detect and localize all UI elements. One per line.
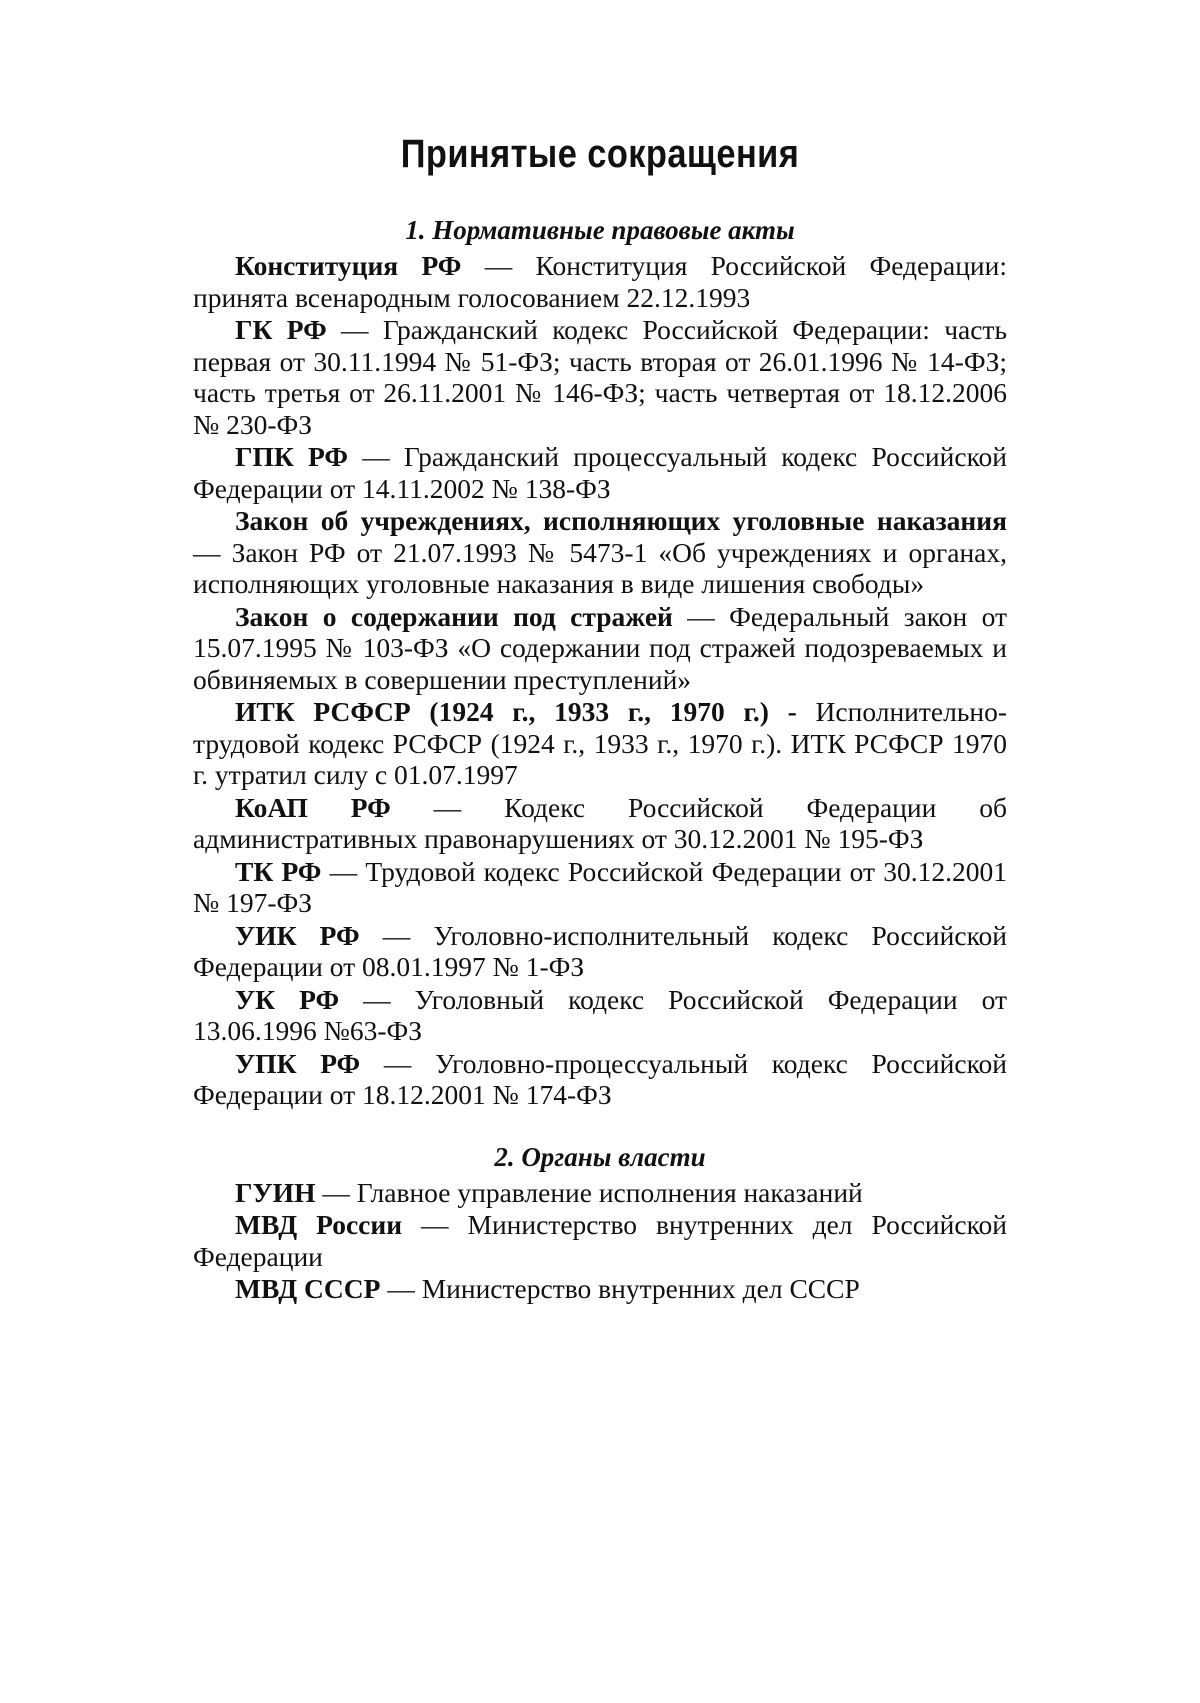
document-page (193, 130, 1007, 1306)
section-authorities (193, 1141, 1007, 1305)
abbreviation-term: Закон об учреждениях, исполняющих уголовные наказания (235, 505, 1007, 536)
abbreviation-entry (193, 314, 1007, 440)
abbreviation-term: ИТК РСФСР (1924 г., 1933 г., 1970 г.) (235, 696, 769, 727)
abbreviation-term: ГПК РФ (235, 441, 348, 472)
abbreviation-definition: Трудовой кодекс Российской Федерации от 30.12.2001 № 197-ФЗ (193, 855, 1008, 918)
abbreviation-definition: Министерство внутренних дел СССР (421, 1273, 860, 1304)
abbreviation-entry (193, 1177, 1007, 1209)
entry-separator: — (380, 1273, 422, 1304)
entry-separator: — (321, 855, 366, 887)
abbreviation-definition: Министерство внутренних дел Российской Федерации (193, 1209, 1008, 1272)
abbreviation-entry (193, 1048, 1007, 1111)
entry-separator: — (326, 314, 383, 345)
abbreviation-entry (193, 984, 1007, 1047)
abbreviation-entry (193, 920, 1007, 983)
abbreviation-term: МВД СССР (235, 1273, 381, 1304)
entry-separator: — (315, 1176, 357, 1208)
entry-separator: — (461, 250, 536, 281)
entry-separator: — (359, 919, 434, 951)
abbreviation-definition: Гражданский кодекс Российской Федерации: часть первая от 30.11.1994 № 51-ФЗ; часть вторая от 26.01.1996 № 14-ФЗ; часть третья от 26.11.2001 № 146-ФЗ; часть четвертая от 18.12.2006 № 230-ФЗ (193, 314, 1007, 440)
entry-separator: — (339, 983, 415, 1015)
entry-separator: — (348, 441, 404, 472)
abbreviation-definition: Закон РФ от 21.07.1993 № 5473-1 «Об учреждениях и органах, исполняющих уголовные наказания в виде лишения свободы» (193, 536, 1007, 599)
entry-separator: — (672, 600, 730, 632)
abbreviation-definition: Кодекс Российской Федерации об административных правонарушениях от 30.12.2001 № 195-ФЗ (193, 791, 1007, 854)
abbreviation-entry (193, 1209, 1007, 1272)
abbreviation-definition: Уголовно-исполнительный кодекс Российской Федерации от 08.01.1997 № 1-ФЗ (193, 919, 1007, 982)
abbreviation-term: МВД России (235, 1209, 403, 1240)
abbreviation-term: Конституция РФ (235, 250, 462, 281)
abbreviation-term: УИК РФ (235, 919, 360, 951)
abbreviation-entry (193, 1273, 1007, 1305)
entry-separator: — (193, 536, 232, 568)
abbreviation-definition: Главное управление исполнения наказаний (356, 1176, 863, 1208)
abbreviation-entry (193, 696, 1007, 791)
entry-separator: — (402, 1209, 468, 1240)
page-title: Принятые сокращения (400, 132, 800, 176)
abbreviation-entry (193, 505, 1007, 600)
abbreviation-term: ГК РФ (235, 314, 327, 345)
entry-separator: — (360, 1047, 436, 1079)
abbreviation-definition: Гражданский процессуальный кодекс Российской Федерации от 14.11.2002 № 138-ФЗ (193, 441, 1008, 504)
section-heading: 2. Органы власти (494, 1141, 706, 1172)
abbreviation-definition: Федеральный закон от 15.07.1995 № 103-ФЗ «О содержании под стражей подозреваемых и обвиняемых в совершении преступлений» (193, 600, 1007, 695)
abbreviation-definition: Уголовно-процессуальный кодекс Российской Федерации от 18.12.2001 № 174-ФЗ (193, 1047, 1008, 1110)
entry-separator: - (768, 696, 816, 727)
section-heading: 1. Нормативные правовые акты (405, 215, 795, 245)
section-normative-acts (193, 214, 1007, 1111)
abbreviation-term: ГУИН (235, 1176, 316, 1208)
abbreviation-term: КоАП РФ (235, 791, 391, 823)
abbreviation-term: ТК РФ (235, 855, 322, 887)
abbreviation-definition: Уголовный кодекс Российской Федерации от 13.06.1996 №63-ФЗ (193, 983, 1007, 1046)
abbreviation-entry (193, 601, 1007, 696)
abbreviation-entry (193, 250, 1007, 313)
entry-separator: — (390, 791, 505, 823)
abbreviation-entry (193, 856, 1007, 919)
abbreviation-entry (193, 441, 1007, 504)
abbreviation-term: УПК РФ (235, 1047, 361, 1079)
abbreviation-term: УК РФ (235, 983, 340, 1015)
abbreviation-definition: Исполнительно-трудовой кодекс РСФСР (1924 г., 1933 г., 1970 г.). ИТК РСФСР 1970 г. утратил силу с 01.07.1997 (193, 696, 1007, 790)
abbreviation-entry (193, 792, 1007, 855)
abbreviation-definition: Конституция Российской Федерации: принята всенародным голосованием 22.12.1993 (193, 250, 1007, 313)
abbreviation-term: Закон о содержании под стражей (235, 600, 673, 632)
